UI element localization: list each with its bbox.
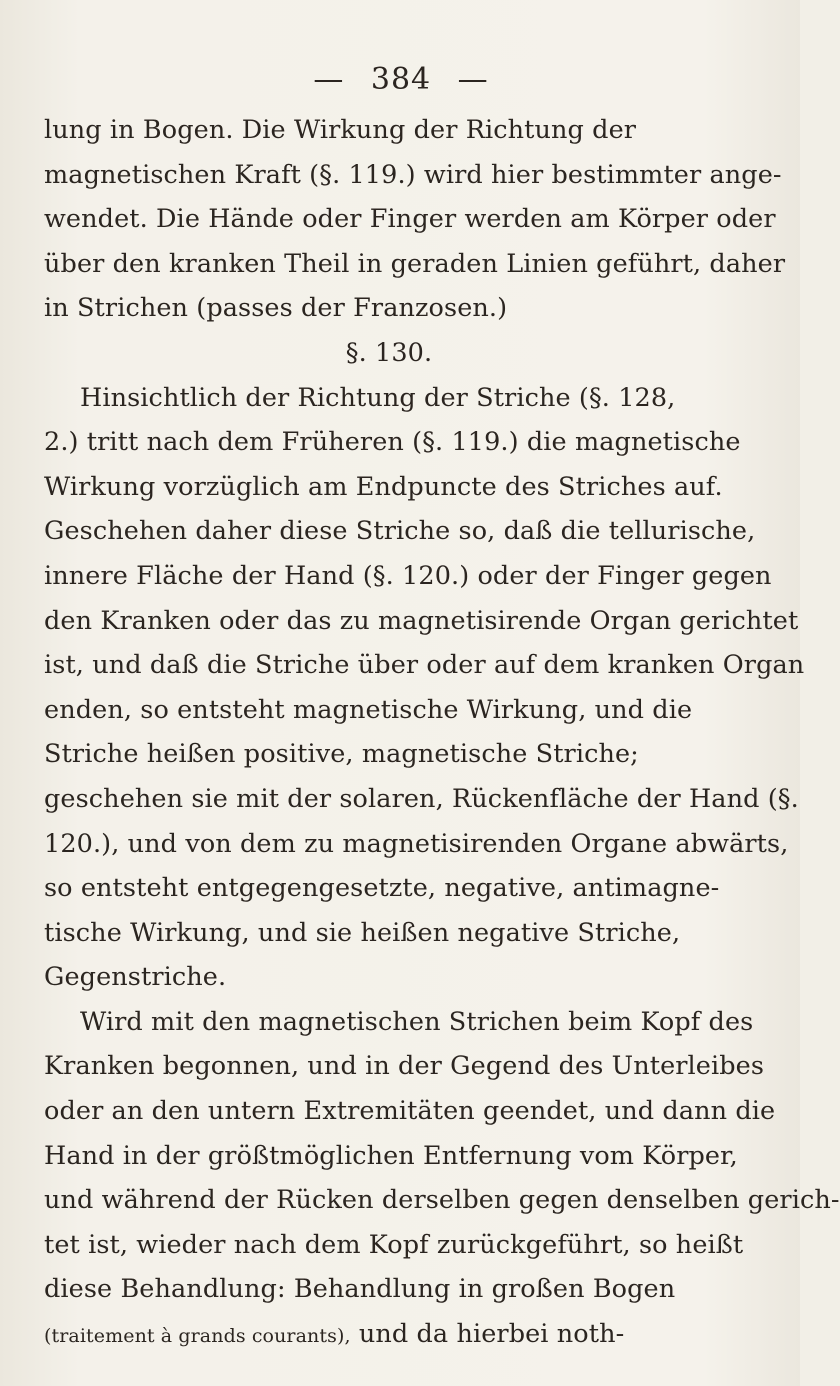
text-line: diese Behandlung: Behandlung in großen Bogen	[44, 1274, 676, 1305]
text-line: Hand in der größtmöglichen Entfernung vom Körper,	[44, 1140, 738, 1171]
text-line: Striche heißen positive, magnetische Striche;	[44, 739, 639, 770]
text-line: tische Wirkung, und sie heißen negative Striche,	[44, 917, 681, 948]
page-number: 384	[370, 62, 432, 97]
text-line-last	[44, 1312, 758, 1359]
text-line: Wird mit den magnetischen Strichen beim Kopf des	[80, 1006, 754, 1037]
text-line: Geschehen daher diese Striche so, daß die tellurische,	[44, 516, 756, 547]
text-line: oder an den untern Extremitäten geendet, und dann die	[44, 1096, 776, 1127]
text-line: so entsteht entgegengesetzte, negative, antimagne-	[44, 873, 720, 904]
text-line: Kranken begonnen, und in der Gegend des Unterleibes	[44, 1051, 765, 1082]
text-line: den Kranken oder das zu magnetisirende Organ gerichtet	[44, 605, 799, 636]
text-line: Gegenstriche.	[44, 962, 227, 993]
text-line: innere Fläche der Hand (§. 120.) oder der Finger gegen	[44, 560, 772, 591]
text-line: und während der Rücken derselben gegen denselben gerich-	[44, 1185, 840, 1216]
header-dash-right: —	[457, 62, 489, 97]
text-line: ist, und daß die Striche über oder auf dem kranken Organ	[44, 650, 805, 681]
french-term: (traitement à grands courants),	[44, 1325, 351, 1348]
page-header	[44, 62, 758, 98]
text-line: 2.) tritt nach dem Früheren (§. 119.) die magnetische	[44, 427, 741, 458]
text-line-end: und da hierbei noth-	[350, 1319, 625, 1350]
text-line: Hinsichtlich der Richtung der Striche (§. 128,	[80, 382, 676, 413]
text-line: 120.), und von dem zu magnetisirenden Organe abwärts,	[44, 828, 789, 859]
text-line: in Strichen (passes der Franzosen.)	[44, 293, 508, 324]
text-line: lung in Bogen. Die Wirkung der Richtung der	[44, 115, 637, 145]
text-line: Wirkung vorzüglich am Endpuncte des Striches auf.	[44, 471, 723, 502]
text-line: über den kranken Theil in geraden Linien geführt, daher	[44, 248, 786, 279]
text-line: geschehen sie mit der solaren, Rückenfläche der Hand (§.	[44, 783, 799, 814]
text-line: tet ist, wieder nach dem Kopf zurückgeführt, so heißt	[44, 1229, 744, 1260]
body-text	[44, 108, 840, 1359]
header-dash-left: —	[313, 62, 345, 97]
text-line: wendet. Die Hände oder Finger werden am Körper oder	[44, 204, 776, 235]
section-number: §. 130.	[345, 337, 433, 368]
text-line: magnetischen Kraft (§. 119.) wird hier bestimmter ange-	[44, 159, 782, 190]
text-line: enden, so entsteht magnetische Wirkung, und die	[44, 694, 693, 725]
